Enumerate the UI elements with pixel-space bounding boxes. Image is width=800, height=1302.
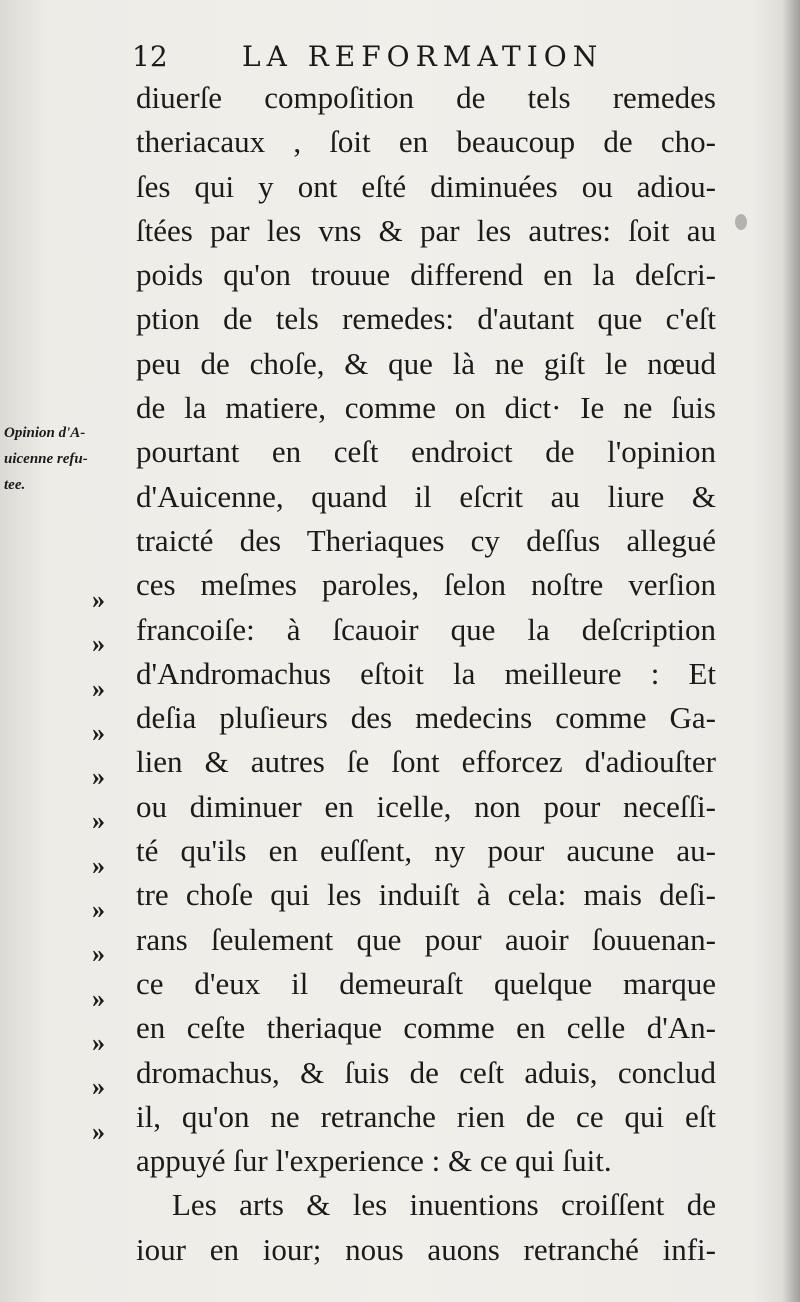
text-line: il, qu'on ne retranche rien de ce qui eſt xyxy=(136,1098,716,1134)
text-line: Les arts & les inuentions croiſſent de xyxy=(172,1187,716,1223)
text-line: peu de choſe, & que là ne giſt le nœud xyxy=(136,345,716,381)
ink-speck xyxy=(735,214,747,230)
quote-mark: » xyxy=(92,629,105,659)
page-edge-shadow xyxy=(782,0,800,1302)
quote-mark: » xyxy=(92,850,105,880)
marginal-note-line: tee. xyxy=(4,477,26,493)
marginal-note xyxy=(4,420,132,498)
quote-mark: » xyxy=(92,983,105,1013)
running-title: LA REFORMATION xyxy=(242,40,604,73)
text-line: francoiſe: à ſcauoir que la deſcription xyxy=(136,611,716,647)
text-line: d'Andromachus eſtoit la meilleure : Et xyxy=(136,655,716,691)
text-line: ption de tels remedes: d'autant que c'eſt xyxy=(136,301,716,337)
quote-mark: » xyxy=(92,806,105,836)
text-line: poids qu'on trouue differend en la deſcri- xyxy=(136,257,716,293)
text-line: ou diminuer en icelle, non pour neceſſi- xyxy=(136,788,716,824)
text-line: dromachus, & ſuis de ceſt aduis, conclud xyxy=(136,1054,716,1090)
running-header xyxy=(132,40,732,80)
quote-mark: » xyxy=(92,895,105,925)
text-line: traicté des Theriaques cy deſſus allegué xyxy=(136,522,716,558)
text-line: ſtées par les vns & par les autres: ſoit au xyxy=(136,212,716,248)
text-line: en ceſte theriaque comme en celle d'An- xyxy=(136,1010,716,1046)
marginal-note-line: uicenne refu- xyxy=(4,451,88,467)
quote-mark: » xyxy=(92,1027,105,1057)
text-line: pourtant en ceſt endroict de l'opinion xyxy=(136,434,716,470)
quote-mark: » xyxy=(92,939,105,969)
text-line: ſes qui y ont eſté diminuées ou adiou- xyxy=(136,168,716,204)
text-line: diuerſe compoſition de tels remedes xyxy=(136,80,716,115)
marginal-note-line: Opinion d'A- xyxy=(4,425,86,441)
text-line: deſia pluſieurs des medecins comme Ga- xyxy=(136,700,716,736)
text-line: rans ſeulement que pour auoir ſouuenan- xyxy=(136,921,716,957)
text-line: iour en iour; nous auons retranché infi- xyxy=(136,1231,716,1267)
quote-mark: » xyxy=(92,673,105,703)
text-line: té qu'ils en euſſent, ny pour aucune au- xyxy=(136,833,716,869)
text-line: de la matiere, comme on dict· Ie ne ſuis xyxy=(136,390,716,426)
text-line: appuyé ſur l'experience : & ce qui ſuit. xyxy=(136,1143,612,1179)
text-line: ce d'eux il demeuraſt quelque marque xyxy=(136,965,716,1001)
text-line: ces meſmes paroles, ſelon noſtre verſion xyxy=(136,567,716,603)
quotation-marks-column xyxy=(92,578,124,1154)
text-line: tre choſe qui les induiſt à cela: mais deſi- xyxy=(136,877,716,913)
body-text xyxy=(136,76,716,1272)
text-line: d'Auicenne, quand il eſcrit au liure & xyxy=(136,478,716,514)
text-line: theriacaux , ſoit en beaucoup de cho- xyxy=(136,124,716,160)
quote-mark: » xyxy=(92,762,105,792)
quote-mark: » xyxy=(92,585,105,614)
quote-mark: » xyxy=(92,1116,105,1146)
text-line: lien & autres ſe ſont efforcez d'adiouſter xyxy=(136,744,716,780)
page-number: 12 xyxy=(132,40,168,73)
quote-mark: » xyxy=(92,717,105,747)
quote-mark: » xyxy=(92,1072,105,1102)
